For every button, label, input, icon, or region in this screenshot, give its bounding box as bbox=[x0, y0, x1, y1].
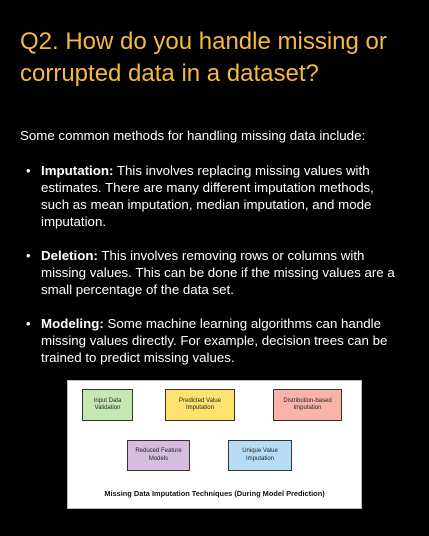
method-item-deletion bbox=[26, 247, 398, 298]
box-label: Imputation bbox=[185, 405, 214, 411]
box-label: Predicted Value bbox=[179, 397, 221, 404]
method-term: Imputation: bbox=[41, 163, 114, 178]
diagram-box-distribution-based bbox=[273, 389, 342, 421]
method-term: Modeling: bbox=[41, 316, 104, 331]
box-label: Imputation bbox=[293, 405, 322, 411]
method-description: This involves replacing missing values with estimates. There are many different imputation methods, such as mean imputation, median imputation, and mode imputation. bbox=[41, 163, 374, 229]
box-label: Input Data bbox=[93, 397, 122, 404]
imputation-diagram bbox=[67, 380, 362, 509]
method-description: This involves removing rows or columns with missing values. This can be done if the missing values are a small percentage of the data set. bbox=[41, 248, 395, 297]
bullet-icon: • bbox=[26, 248, 31, 263]
diagram-caption: Missing Data Imputation Techniques (During Model Prediction) bbox=[104, 489, 325, 498]
box-label: Distribution-based bbox=[283, 397, 332, 404]
bullet-icon: • bbox=[26, 163, 31, 178]
box-label: Unique Value bbox=[242, 448, 278, 454]
diagram-box-input-validation bbox=[82, 389, 133, 421]
question-title: Q2. How do you handle missing or corrupted data in a dataset? bbox=[20, 28, 387, 87]
diagram-box-predicted-value bbox=[165, 389, 235, 421]
diagram-box-unique-value bbox=[228, 440, 292, 471]
box-label: Validation bbox=[94, 405, 121, 411]
box-label: Reduced Feature bbox=[135, 448, 182, 454]
method-item-imputation bbox=[26, 162, 398, 230]
methods-list bbox=[26, 162, 398, 366]
bullet-icon: • bbox=[26, 316, 31, 331]
intro-text: Some common methods for handling missing data include: bbox=[20, 128, 366, 143]
method-term: Deletion: bbox=[41, 248, 98, 263]
method-description: Some machine learning algorithms can handle missing values directly. For example, decision trees can be trained to predict missing values. bbox=[41, 316, 388, 365]
diagram-box-reduced-feature bbox=[127, 440, 190, 471]
box-label: Imputation bbox=[245, 455, 275, 462]
method-item-modeling bbox=[26, 315, 398, 366]
box-label: Models bbox=[148, 455, 169, 462]
